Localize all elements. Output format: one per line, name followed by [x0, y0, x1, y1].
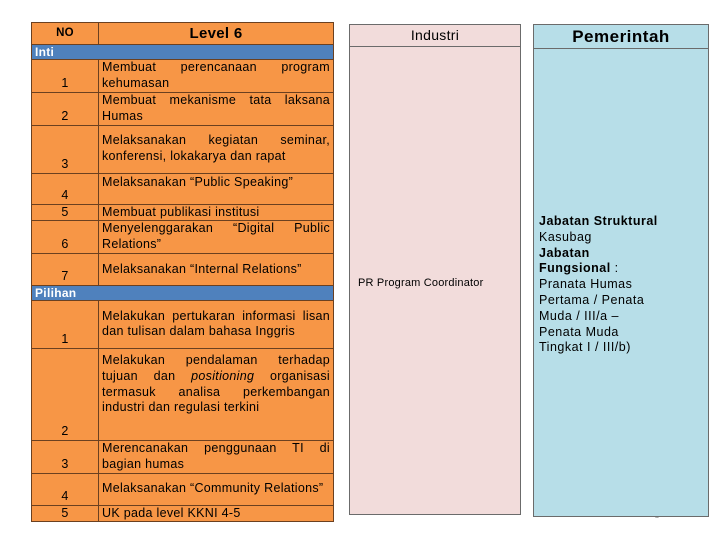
row-text: Melaksanakan “Public Speaking” [99, 173, 334, 204]
row-number: 7 [32, 253, 99, 285]
row-text: UK pada level KKNI 4-5 [99, 505, 334, 522]
struktural-value: Kasubag [539, 229, 592, 244]
table-row [32, 221, 334, 254]
fungsional-line: Penata Muda [539, 324, 619, 339]
industri-column [349, 24, 521, 515]
table-row [32, 348, 334, 440]
industri-header: Industri [350, 25, 520, 47]
fungsional-colon: : [610, 261, 619, 276]
fungsional-label-line2 [539, 261, 703, 277]
fungsional-label-line1: Jabatan [539, 245, 590, 260]
row-text: Melakukan pertukaran informasi lisan dan tulisan dalam bahasa Inggris [99, 300, 334, 348]
table-row [32, 440, 334, 473]
industri-body [350, 47, 520, 515]
row-text: Merencanakan penggunaan TI di bagian humas [99, 440, 334, 473]
industri-role: PR Program Coordinator [358, 277, 484, 289]
row-number: 5 [32, 505, 99, 522]
row-number: 3 [32, 125, 99, 173]
section-inti [32, 45, 334, 60]
table-row [32, 125, 334, 173]
row-text: Menyelenggarakan “Digital Public Relations” [99, 221, 334, 254]
fungsional-line: Muda / III/a – [539, 308, 619, 323]
table-row [32, 204, 334, 221]
row-number: 1 [32, 300, 99, 348]
row-number: 3 [32, 440, 99, 473]
fungsional-line: Pertama / Penata [539, 292, 645, 307]
competency-table [31, 22, 334, 522]
table-row [32, 93, 334, 126]
table-row [32, 505, 334, 522]
row-text-part: Melakukan pendalaman terhadap tujuan dan [102, 352, 330, 383]
row-text: Membuat perencanaan program kehumasan [99, 60, 334, 93]
table-row [32, 300, 334, 348]
row-number: 4 [32, 173, 99, 204]
section-inti-label: Inti [32, 45, 334, 60]
row-number: 6 [32, 221, 99, 254]
row-number: 1 [32, 60, 99, 93]
pemerintah-header: Pemerintah [534, 25, 708, 49]
fungsional-line: Pranata Humas [539, 277, 633, 292]
fungsional-label: Fungsional [539, 261, 611, 276]
row-number: 2 [32, 93, 99, 126]
row-text: Melaksanakan “Internal Relations” [99, 253, 334, 285]
section-pilihan-label: Pilihan [32, 285, 334, 300]
row-text-italic: positioning [191, 368, 255, 383]
pemerintah-column [533, 24, 709, 517]
header-no: NO [32, 23, 99, 45]
row-text: Membuat publikasi institusi [99, 204, 334, 221]
row-number: 5 [32, 204, 99, 221]
row-number: 4 [32, 473, 99, 505]
header-level: Level 6 [99, 23, 334, 45]
struktural-label: Jabatan Struktural [539, 214, 658, 228]
row-text-part: organisasi termasuk analisa perkembangan industri dan regulasi terkini [102, 368, 330, 415]
row-text: Melaksanakan “Community Relations” [99, 473, 334, 505]
table-row [32, 473, 334, 505]
fungsional-line: Tingkat I / III/b) [539, 340, 631, 355]
pemerintah-body [534, 49, 708, 356]
section-pilihan [32, 285, 334, 300]
table-header-row [32, 23, 334, 45]
table-row [32, 253, 334, 285]
row-text: Melaksanakan kegiatan seminar, konferensi, lokakarya dan rapat [99, 125, 334, 173]
row-number: 2 [32, 348, 99, 440]
row-text [99, 348, 334, 440]
table-row [32, 60, 334, 93]
row-text: Membuat mekanisme tata laksana Humas [99, 93, 334, 126]
table-row [32, 173, 334, 204]
